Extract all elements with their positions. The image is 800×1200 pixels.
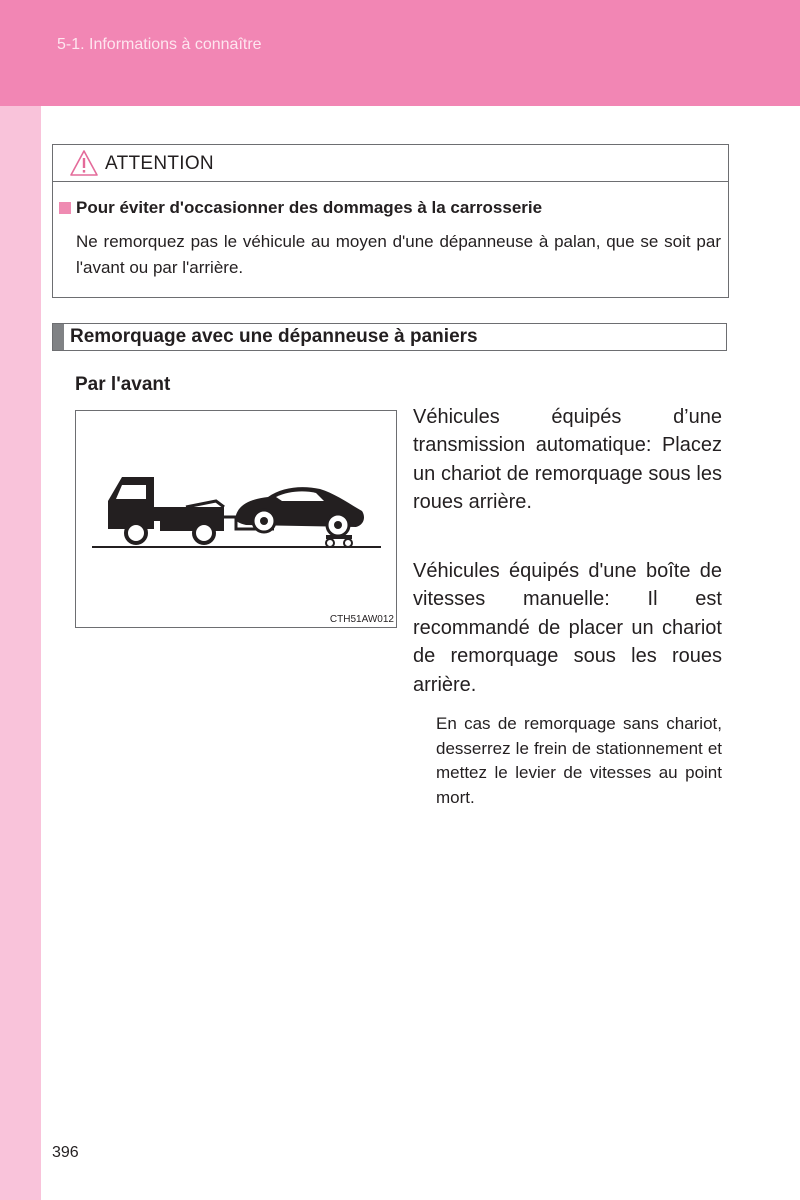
paragraph-automatic: Véhicules équipés d’une transmission automatique: Placez un chariot de remorquage sous les roues arrière. (413, 406, 722, 514)
paragraph-manual: Véhicules équipés d'une boîte de vitesses manuelle: Il est recommandé de placer un chariot de remorquage sous les roues arrière. (413, 560, 722, 696)
note-text: En cas de remorquage sans chariot, desserrez le frein de stationnement et mettez le levier de vitesses au point mort. (436, 714, 722, 807)
warning-triangle-icon (69, 149, 99, 177)
attention-heading (59, 198, 542, 218)
attention-box (52, 144, 729, 298)
tow-truck-illustration (76, 411, 396, 627)
section-breadcrumb: 5-1. Informations à connaître (57, 36, 262, 53)
side-strip (0, 106, 41, 1200)
subsection-title: Par l'avant (75, 374, 171, 395)
bullet-square-icon (59, 202, 71, 214)
page-number: 396 (52, 1144, 79, 1161)
section-title-bar (53, 324, 64, 350)
attention-heading-text: Pour éviter d'occasionner des dommages à la carrosserie (76, 198, 543, 217)
attention-text: Ne remorquez pas le véhicule au moyen d'une dépanneuse à palan, que se soit par l'avant ou par l'arrière. (76, 232, 721, 277)
attention-label: ATTENTION (105, 153, 214, 174)
figure-code: CTH51AW012 (329, 614, 394, 625)
section-title: Remorquage avec une dépanneuse à paniers (70, 326, 478, 347)
attention-header (53, 145, 728, 182)
towing-illustration (75, 410, 397, 628)
header-band (0, 0, 800, 106)
section-title-box (52, 323, 727, 351)
